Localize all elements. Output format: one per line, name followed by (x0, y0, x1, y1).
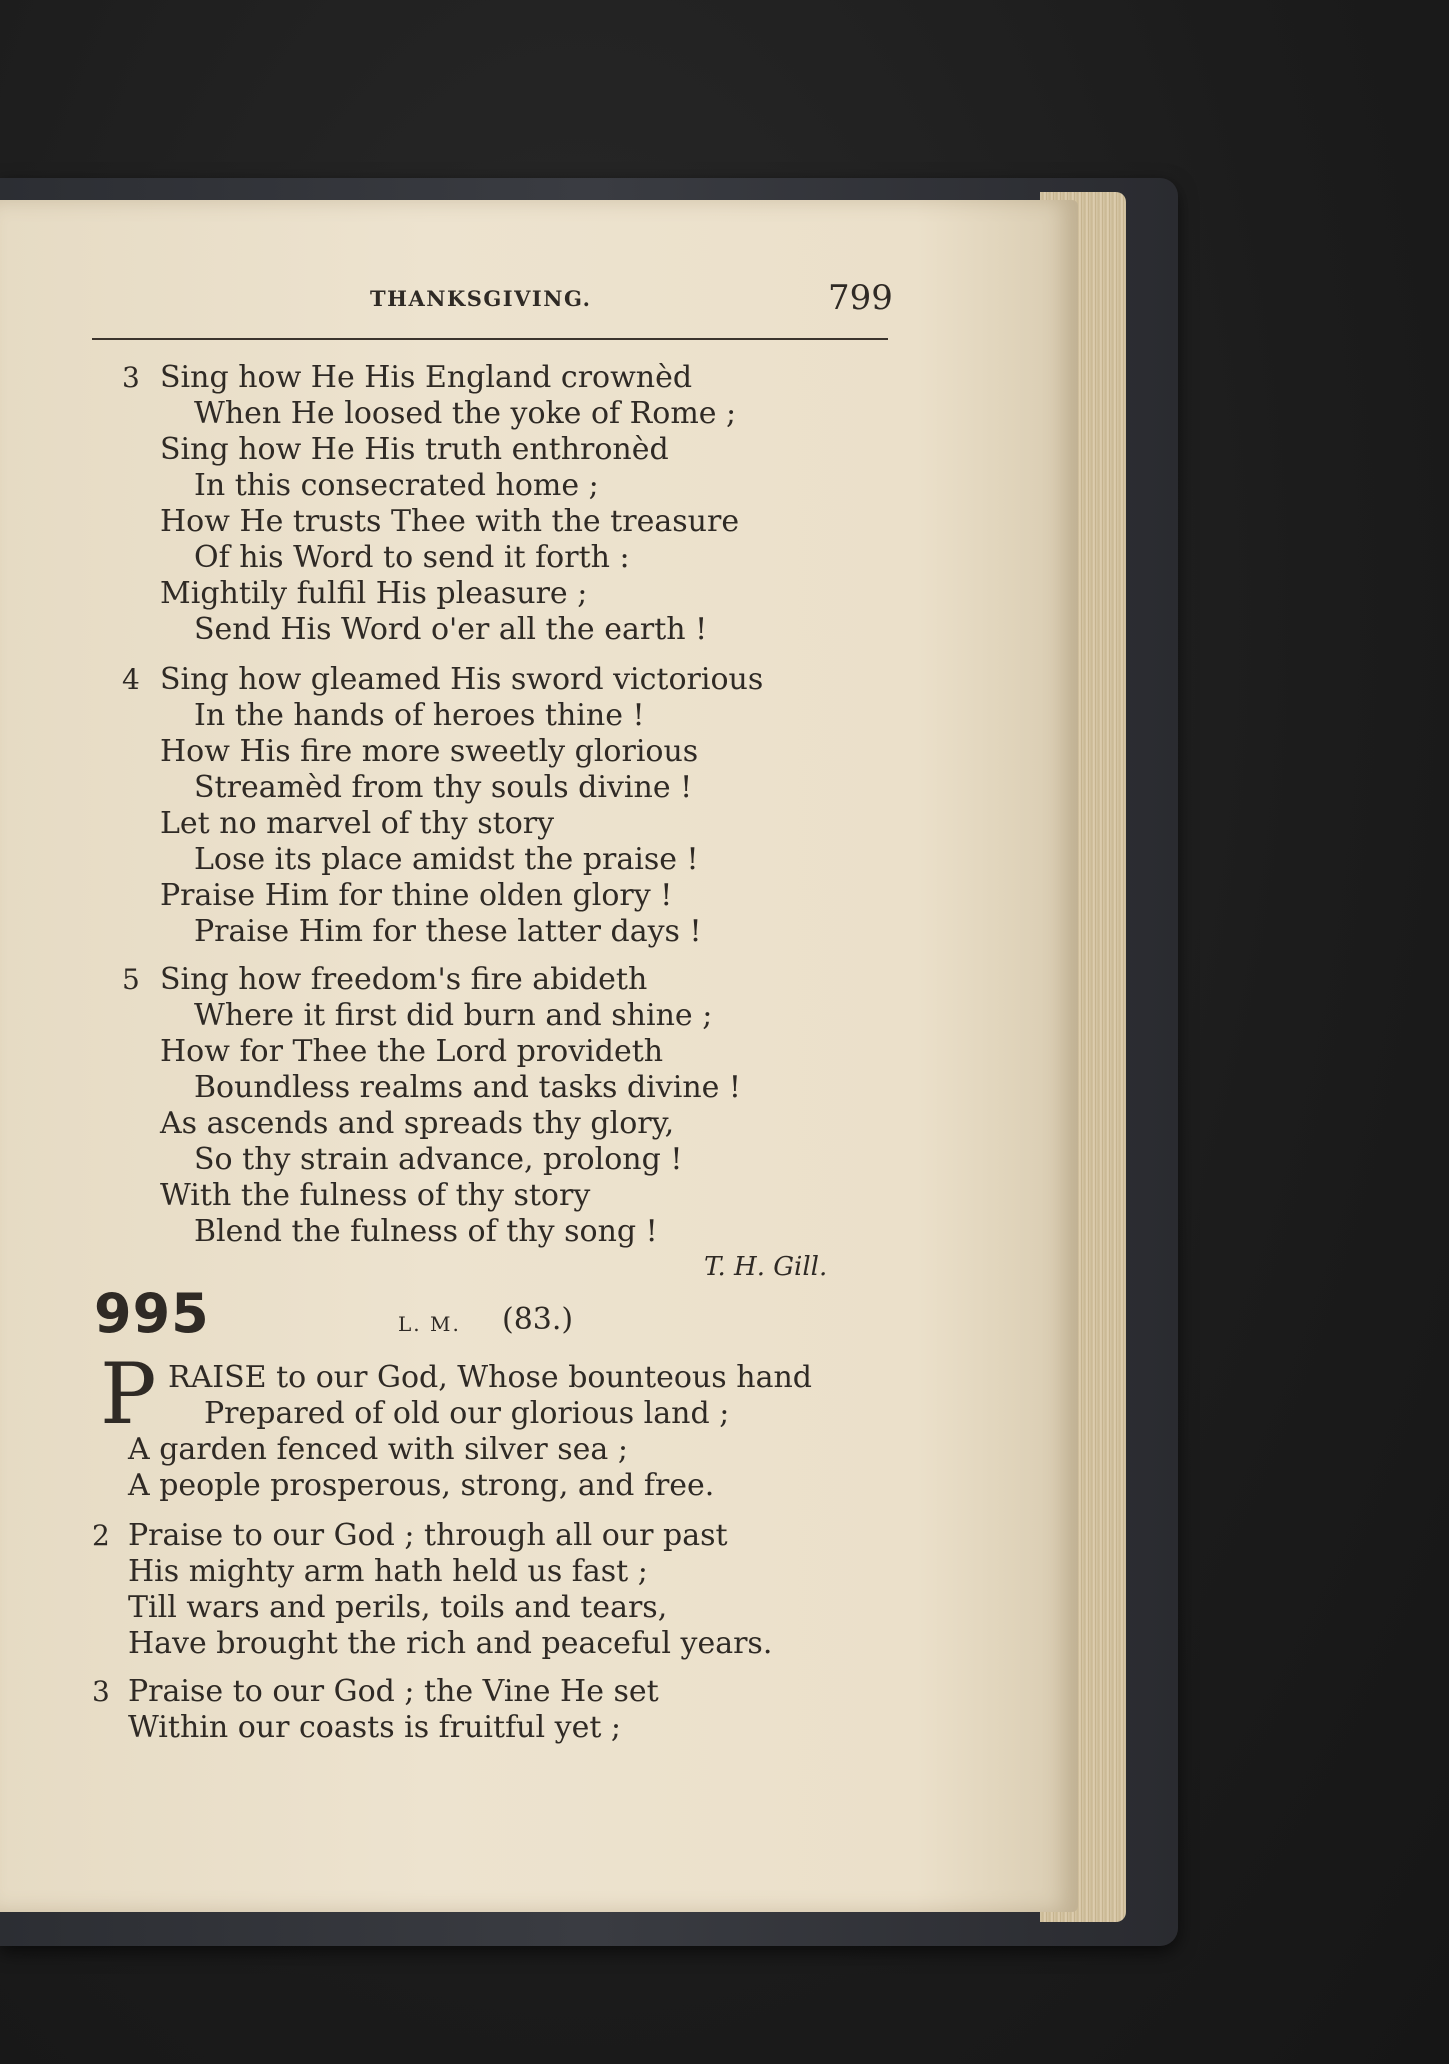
verse-line: His mighty arm hath held us fast ; (128, 1554, 648, 1589)
verse-line: Have brought the rich and peaceful years. (128, 1626, 773, 1661)
verse-line: Sing how gleamed His sword victorious (160, 662, 764, 697)
verse-line: Within our coasts is fruitful yet ; (128, 1710, 622, 1745)
verse-line: Of his Word to send it forth : (194, 540, 630, 575)
tune-reference: (83.) (502, 1302, 574, 1337)
verse-line: How He trusts Thee with the treasure (160, 504, 740, 539)
header-rule (92, 338, 888, 340)
stanza-number: 5 (122, 963, 140, 996)
verse-line: Streamèd from thy souls divine ! (194, 770, 693, 805)
stanza-number: 3 (122, 361, 140, 394)
verse-line: Sing how He His England crownèd (160, 360, 693, 395)
hymn-number: 995 (94, 1282, 210, 1345)
page-number: 799 (828, 278, 893, 318)
verse-line: Send His Word o'er all the earth ! (194, 612, 708, 647)
verse-line: Where it first did burn and shine ; (194, 998, 713, 1033)
verse-line: Praise Him for thine olden glory ! (160, 878, 673, 913)
running-head: THANKSGIVING. (370, 286, 592, 311)
drop-cap: P (100, 1345, 157, 1443)
verse-line: Lose its place amidst the praise ! (194, 842, 699, 877)
verse-line: Praise to our God ; the Vine He set (128, 1674, 659, 1709)
verse-line: Till wars and perils, toils and tears, (128, 1590, 668, 1625)
verse-line: In this consecrated home ; (194, 468, 599, 503)
verse-line: So thy strain advance, prolong ! (194, 1142, 683, 1177)
verse-line: Praise to our God ; through all our past (128, 1518, 728, 1553)
verse-line: How for Thee the Lord provideth (160, 1034, 664, 1069)
verse-line: Mightily fulfil His pleasure ; (160, 576, 588, 611)
verse-line: Sing how He His truth enthronèd (160, 432, 669, 467)
stanza-number: 4 (122, 663, 140, 696)
verse-line: A garden fenced with silver sea ; (128, 1432, 628, 1467)
verse-line: RAISE to our God, Whose bounteous hand (168, 1360, 812, 1395)
verse-line: When He loosed the yoke of Rome ; (194, 396, 737, 431)
verse-line: Praise Him for these latter days ! (194, 914, 702, 949)
verse-line: Blend the fulness of thy song ! (194, 1214, 658, 1249)
hymn-meter: L. M. (398, 1312, 461, 1336)
verse-line: In the hands of heroes thine ! (194, 698, 645, 733)
verse-line: Let no marvel of thy story (160, 806, 555, 841)
verse-line: Sing how freedom's fire abideth (160, 962, 648, 997)
stanza-number: 2 (92, 1519, 110, 1552)
verse-line: A people prosperous, strong, and free. (128, 1468, 715, 1503)
verse-line: Prepared of old our glorious land ; (204, 1396, 730, 1431)
author-attribution: T. H. Gill. (704, 1252, 828, 1282)
verse-line: Boundless realms and tasks divine ! (194, 1070, 741, 1105)
verse-line: How His fire more sweetly glorious (160, 734, 699, 769)
stanza-number: 3 (92, 1675, 110, 1708)
verse-line: With the fulness of thy story (160, 1178, 591, 1213)
verse-line: As ascends and spreads thy glory, (160, 1106, 675, 1141)
